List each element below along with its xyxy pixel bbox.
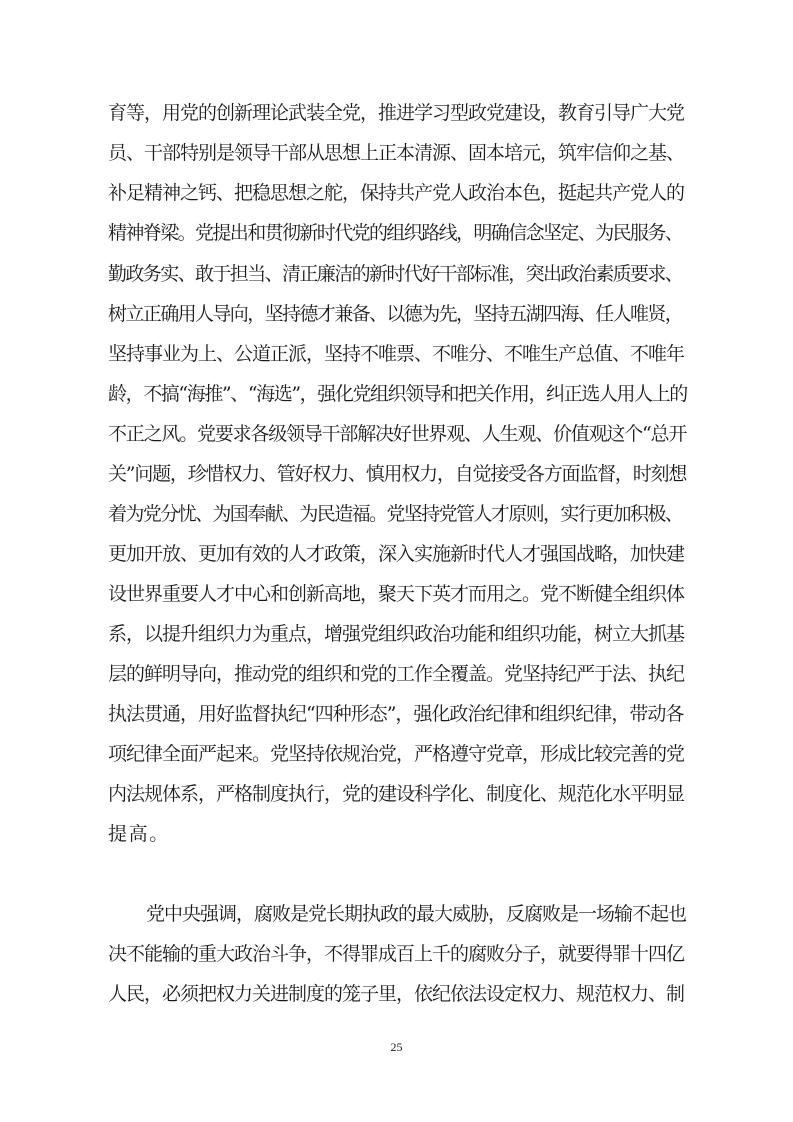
text-line: 执法贯通，用好监督执纪“四种形态”，强化政治纪律和组织纪律，带动各	[108, 703, 684, 725]
text-line: 坚持事业为上、公道正派，坚持不唯票、不唯分、不唯生产总值、不唯年	[108, 343, 685, 365]
text-line: 设世界重要人才中心和创新高地，聚天下英才而用之。党不断健全组织体	[108, 583, 685, 605]
page-number: 25	[390, 1040, 403, 1054]
text-line: 更加开放、更加有效的人才政策，深入实施新时代人才强国战略，加快建	[108, 543, 685, 565]
text-line: 项纪律全面严起来。党坚持依规治党，严格遵守党章，形成比较完善的党	[108, 743, 685, 765]
text-line: 精神脊梁。党提出和贯彻新时代党的组织路线，明确信念坚定、为民服务、	[108, 222, 683, 244]
text-line: 不正之风。党要求各级领导干部解决好世界观、人生观、价值观这个“总开	[108, 423, 687, 445]
text-line: 人民，必须把权力关进制度的笼子里，依纪依法设定权力、规范权力、制	[108, 983, 685, 1005]
text-line: 关”问题，珍惜权力、管好权力、慎用权力，自觉接受各方面监督，时刻想	[108, 463, 687, 485]
text-line: 党中央强调，腐败是党长期执政的最大威胁，反腐败是一场输不起也	[146, 903, 687, 925]
text-line: 勤政务实、敢于担当、清正廉洁的新时代好干部标准，突出政治素质要求、	[108, 263, 683, 285]
text-line: 系，以提升组织力为重点，增强党组织政治功能和组织功能，树立大抓基	[108, 623, 685, 645]
text-line: 树立正确用人导向，坚持德才兼备、以德为先，坚持五湖四海、任人唯贤，	[108, 303, 683, 325]
text-line: 员、干部特别是领导干部从思想上正本清源、固本培元，筑牢信仰之基、	[108, 142, 685, 164]
text-line: 育等，用党的创新理论武装全党，推进学习型政党建设，教育引导广大党	[108, 102, 685, 124]
text-line: 着为党分忧、为国奉献、为民造福。党坚持党管人才原则，实行更加积极、	[108, 503, 683, 525]
text-line: 层的鲜明导向，推动党的组织和党的工作全覆盖。党坚持纪严于法、执纪	[108, 663, 685, 685]
text-line: 内法规体系，严格制度执行，党的建设科学化、制度化、规范化水平明显	[108, 783, 685, 805]
text-line: 龄，不搞“海推”、“海选”，强化党组织领导和把关作用，纠正选人用人上的	[108, 383, 687, 405]
text-line: 决不能输的重大政治斗争，不得罪成百上千的腐败分子，就要得罪十四亿	[108, 943, 685, 965]
text-line: 提高。	[108, 823, 170, 845]
text-line: 补足精神之钙、把稳思想之舵，保持共产党人政治本色，挺起共产党人的	[108, 182, 685, 204]
